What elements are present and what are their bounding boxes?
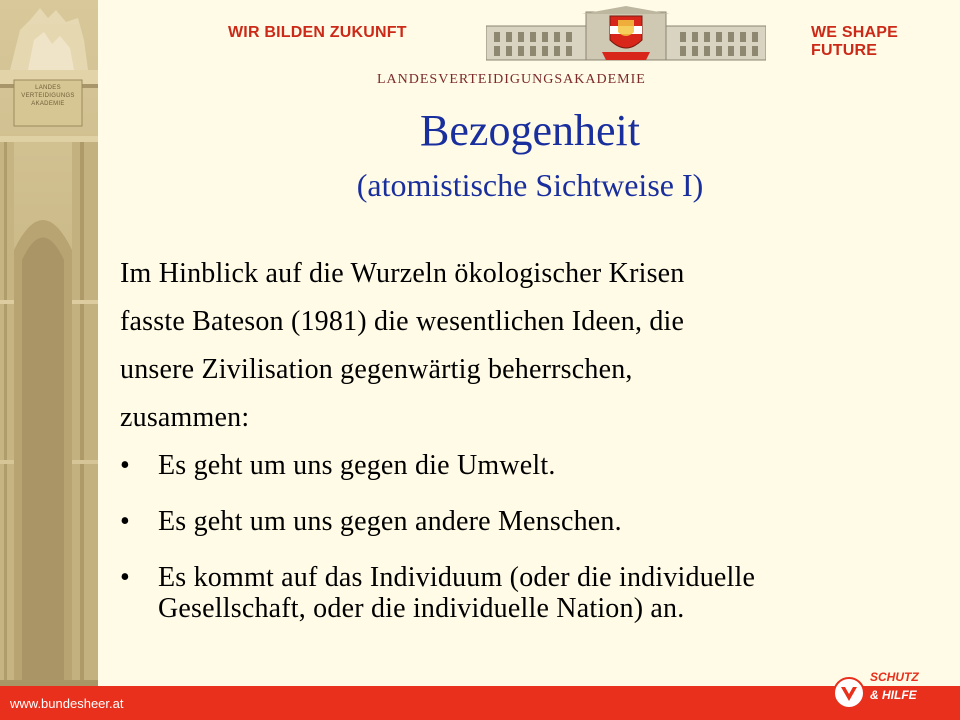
- top-banner: [98, 0, 960, 62]
- shield-check-icon: [832, 676, 866, 710]
- bullet-text: Es kommt auf das Individuum (oder die individuelle Gesellschaft, oder die individuelle Nation) an.: [158, 562, 756, 624]
- logo-text: [870, 668, 919, 704]
- logo-line-1: SCHUTZ: [870, 670, 919, 684]
- bullet-text: Es geht um uns gegen andere Menschen.: [158, 506, 622, 537]
- bullet-marker: •: [120, 562, 131, 593]
- bullet-list: [120, 450, 880, 649]
- engraving-line: AKADEMIE: [31, 101, 65, 107]
- slogan-english: WE SHAPE FUTURE: [811, 24, 898, 59]
- sidebar-monument-image: [0, 0, 98, 686]
- logo-line-2: & HILFE: [870, 688, 917, 702]
- website-link[interactable]: www.bundesheer.at: [10, 696, 124, 711]
- bullet-item: [120, 506, 880, 537]
- engraving-line: LANDES: [35, 85, 61, 91]
- paragraph-line: Im Hinblick auf die Wurzeln ökologischer Krisen: [120, 258, 685, 289]
- intro-paragraph: [120, 250, 880, 442]
- slide-subtitle: (atomistische Sichtweise I): [356, 167, 704, 203]
- bullet-item: [120, 562, 880, 624]
- academy-building-logo: [486, 6, 766, 66]
- bullet-text: Es geht um uns gegen die Umwelt.: [158, 450, 556, 481]
- monument-engraving: [18, 84, 78, 108]
- slogan-german: WIR BILDEN ZUKUNFT: [228, 24, 407, 41]
- slide-title: Bezogenheit: [420, 106, 640, 155]
- engraving-line: VERTEIDIGUNGS: [21, 93, 75, 99]
- paragraph-line: unsere Zivilisation gegenwärtig beherrschen,: [120, 354, 633, 385]
- academy-name: LANDESVERTEIDIGUNGSAKADEMIE: [377, 72, 646, 87]
- bullet-marker: •: [120, 506, 131, 537]
- bullet-marker: •: [120, 450, 131, 481]
- schutz-hilfe-logo: [810, 660, 960, 720]
- bullet-item: [120, 450, 880, 481]
- paragraph-line: zusammen:: [120, 402, 250, 433]
- paragraph-line: fasste Bateson (1981) die wesentlichen Ideen, die: [120, 306, 685, 337]
